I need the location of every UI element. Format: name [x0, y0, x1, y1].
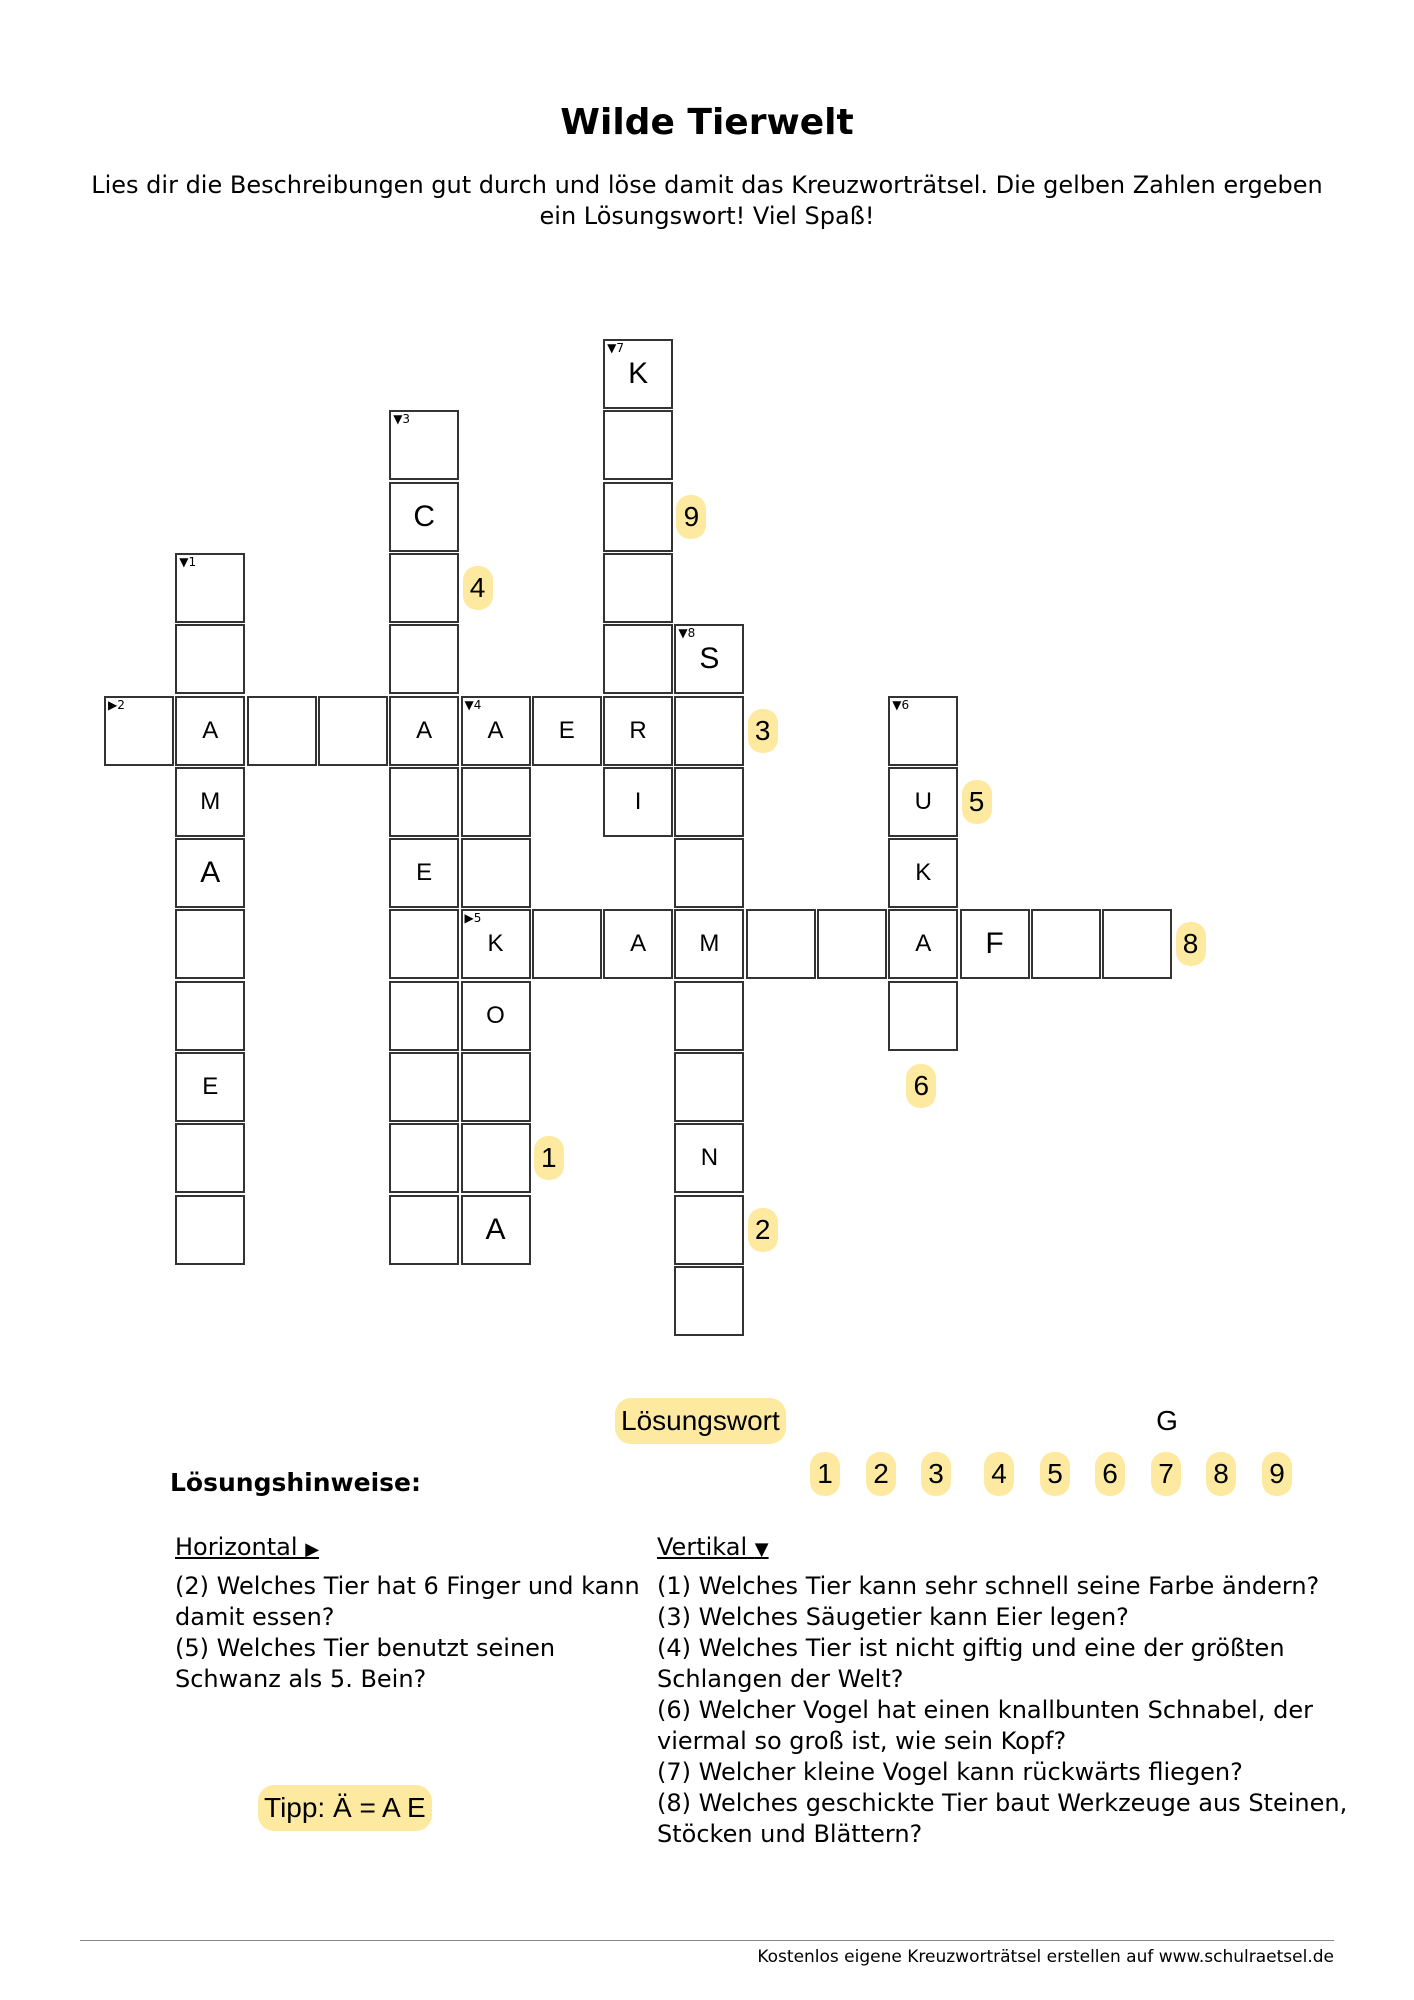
cell-letter: N — [700, 1144, 719, 1172]
crossword-cell[interactable] — [175, 981, 245, 1051]
crossword-cell[interactable] — [674, 1123, 744, 1193]
solution-position-badge: 1 — [534, 1136, 564, 1180]
tip-badge: Tipp: Ä = A E — [258, 1785, 432, 1831]
solution-position-badge: 3 — [748, 709, 778, 753]
clue-number: ▼6 — [892, 697, 910, 712]
crossword-cell[interactable] — [888, 767, 958, 837]
crossword-cell[interactable] — [461, 1052, 531, 1122]
crossword-cell[interactable] — [247, 696, 317, 766]
clue-number: ▼1 — [179, 554, 197, 569]
hints-heading: Lösungshinweise: — [170, 1468, 421, 1497]
crossword-cell[interactable] — [888, 981, 958, 1051]
crossword-cell[interactable] — [1031, 909, 1101, 979]
crossword-cell[interactable] — [175, 1195, 245, 1265]
crossword-cell[interactable] — [461, 767, 531, 837]
crossword-cell[interactable] — [746, 909, 816, 979]
crossword-cell[interactable] — [674, 909, 744, 979]
vertical-hints — [657, 1532, 1357, 1850]
crossword-cell[interactable] — [817, 909, 887, 979]
crossword-cell[interactable] — [674, 1195, 744, 1265]
crossword-cell[interactable] — [674, 767, 744, 837]
solution-number: 1 — [810, 1452, 840, 1496]
crossword-cell[interactable] — [461, 696, 531, 766]
cell-letter: A — [200, 856, 221, 890]
crossword-cell[interactable] — [389, 909, 459, 979]
hint-item: (8) Welches geschickte Tier baut Werkzeuge aus Steinen, Stöcken und Blättern? — [657, 1789, 1348, 1848]
crossword-cell[interactable] — [603, 553, 673, 623]
solution-known-letter: G — [1156, 1405, 1178, 1436]
solution-position-badge: 9 — [676, 495, 706, 539]
intro-text: Lies dir die Beschreibungen gut durch und löse damit das Kreuzworträtsel. Die gelben Zahlen ergeben ein Lösungswort! Viel Spaß! — [91, 171, 1323, 230]
cell-letter: K — [628, 357, 649, 390]
page-title: Wilde Tierwelt — [560, 102, 854, 143]
solution-number: 6 — [1095, 1452, 1125, 1496]
crossword-cell[interactable] — [175, 553, 245, 623]
crossword-cell[interactable] — [603, 767, 673, 837]
crossword-cell[interactable] — [960, 909, 1030, 979]
crossword-cell[interactable] — [175, 838, 245, 908]
cell-letter: A — [416, 716, 433, 744]
solution-position-badge: 4 — [463, 566, 493, 610]
crossword-cell[interactable] — [389, 1052, 459, 1122]
footer-text: Kostenlos eigene Kreuzworträtsel erstellen auf www.schulraetsel.de — [757, 1947, 1334, 1967]
cell-letter: A — [485, 1212, 506, 1246]
cell-letter: C — [413, 499, 436, 533]
crossword-cell[interactable] — [532, 696, 602, 766]
crossword-cell[interactable] — [888, 909, 958, 979]
crossword-cell[interactable] — [318, 696, 388, 766]
clue-number: ▼4 — [464, 697, 482, 712]
cell-letter: A — [915, 930, 932, 958]
crossword-cell[interactable] — [175, 1052, 245, 1122]
hint-item: (4) Welches Tier ist nicht giftig und eine der größten Schlangen der Welt? — [657, 1634, 1285, 1693]
solution-position-badge: 2 — [748, 1208, 778, 1252]
solution-position-badge: 5 — [962, 780, 992, 824]
crossword-cell[interactable] — [104, 696, 174, 766]
vertical-title-text: Vertikal — [657, 1533, 748, 1561]
cell-letter: E — [558, 716, 575, 744]
solution-number: 5 — [1040, 1452, 1070, 1496]
solution-number: 4 — [984, 1452, 1014, 1496]
crossword-cell[interactable] — [603, 482, 673, 552]
cell-letter: O — [486, 1001, 505, 1029]
crossword-cell[interactable] — [461, 1123, 531, 1193]
solution-number: 2 — [866, 1452, 896, 1496]
clue-number: ▶2 — [108, 697, 125, 712]
crossword-cell[interactable] — [674, 696, 744, 766]
down-arrow-icon: ▼ — [754, 1539, 769, 1560]
right-arrow-icon: ▶ — [305, 1539, 320, 1560]
crossword-cell[interactable] — [461, 1195, 531, 1265]
hint-item: (2) Welches Tier hat 6 Finger und kann damit essen? — [175, 1572, 640, 1631]
cell-letter: A — [202, 716, 219, 744]
cell-letter: K — [487, 930, 504, 958]
footer-divider — [80, 1940, 1334, 1941]
crossword-cell[interactable] — [603, 696, 673, 766]
crossword-cell[interactable] — [461, 909, 531, 979]
clue-number: ▼8 — [678, 626, 696, 641]
crossword-cell[interactable] — [175, 909, 245, 979]
cell-letter: F — [985, 927, 1004, 961]
clue-number: ▼3 — [393, 412, 411, 427]
crossword-cell[interactable] — [674, 1052, 744, 1122]
cell-letter: A — [487, 716, 504, 744]
solution-position-badge: 6 — [906, 1064, 936, 1108]
cell-letter: R — [629, 716, 647, 744]
crossword-cell[interactable] — [674, 624, 744, 694]
crossword-cell[interactable] — [603, 909, 673, 979]
hint-item: (3) Welches Säugetier kann Eier legen? — [657, 1603, 1129, 1631]
cell-letter: A — [630, 930, 647, 958]
crossword-cell[interactable] — [389, 1195, 459, 1265]
clue-number: ▼7 — [607, 341, 624, 355]
cell-letter: M — [699, 930, 720, 958]
solution-position-badge: 8 — [1176, 922, 1206, 966]
crossword-cell[interactable] — [603, 410, 673, 480]
solution-number: 3 — [921, 1452, 951, 1496]
crossword-cell[interactable] — [389, 767, 459, 837]
hint-item: (6) Welcher Vogel hat einen knallbunten Schnabel, der viermal so groß ist, wie sein Kopf? — [657, 1696, 1313, 1755]
crossword-cell[interactable] — [389, 981, 459, 1051]
crossword-cell[interactable] — [603, 339, 673, 409]
cell-letter: S — [699, 642, 720, 676]
solution-number: 7 — [1151, 1452, 1181, 1496]
cell-letter: M — [200, 787, 221, 815]
crossword-cell[interactable] — [674, 1266, 744, 1336]
cell-letter: E — [416, 859, 433, 887]
crossword-cell[interactable] — [1102, 909, 1172, 979]
crossword-cell[interactable] — [389, 482, 459, 552]
hint-item: (5) Welches Tier benutzt seinen Schwanz als 5. Bein? — [175, 1634, 556, 1693]
cell-letter: U — [914, 787, 932, 815]
crossword-cell[interactable] — [175, 1123, 245, 1193]
crossword-cell[interactable] — [175, 767, 245, 837]
crossword-cell[interactable] — [532, 909, 602, 979]
clue-number: ▶5 — [464, 911, 482, 926]
horizontal-hints — [175, 1532, 655, 1695]
crossword-cell[interactable] — [175, 696, 245, 766]
crossword-cell[interactable] — [389, 1123, 459, 1193]
vertical-title — [657, 1532, 769, 1565]
crossword-cell[interactable] — [888, 696, 958, 766]
cell-letter: I — [634, 787, 642, 815]
horizontal-title-text: Horizontal — [175, 1533, 298, 1561]
hint-item: (7) Welcher kleine Vogel kann rückwärts fliegen? — [657, 1758, 1243, 1786]
crossword-cell[interactable] — [389, 624, 459, 694]
horizontal-title — [175, 1532, 319, 1565]
crossword-cell[interactable] — [461, 838, 531, 908]
crossword-cell[interactable] — [674, 838, 744, 908]
crossword-cell[interactable] — [888, 838, 958, 908]
solution-number: 9 — [1262, 1452, 1292, 1496]
crossword-cell[interactable] — [389, 553, 459, 623]
crossword-cell[interactable] — [674, 981, 744, 1051]
hint-item: (1) Welches Tier kann sehr schnell seine Farbe ändern? — [657, 1572, 1320, 1600]
cell-letter: K — [915, 859, 932, 887]
solution-label: Lösungswort — [615, 1398, 786, 1444]
crossword-cell[interactable] — [461, 981, 531, 1051]
solution-number: 8 — [1206, 1452, 1236, 1496]
crossword-cell[interactable] — [389, 410, 459, 480]
crossword-cell[interactable] — [389, 838, 459, 908]
crossword-cell[interactable] — [603, 624, 673, 694]
crossword-cell[interactable] — [389, 696, 459, 766]
crossword-cell[interactable] — [175, 624, 245, 694]
cell-letter: E — [202, 1073, 219, 1100]
